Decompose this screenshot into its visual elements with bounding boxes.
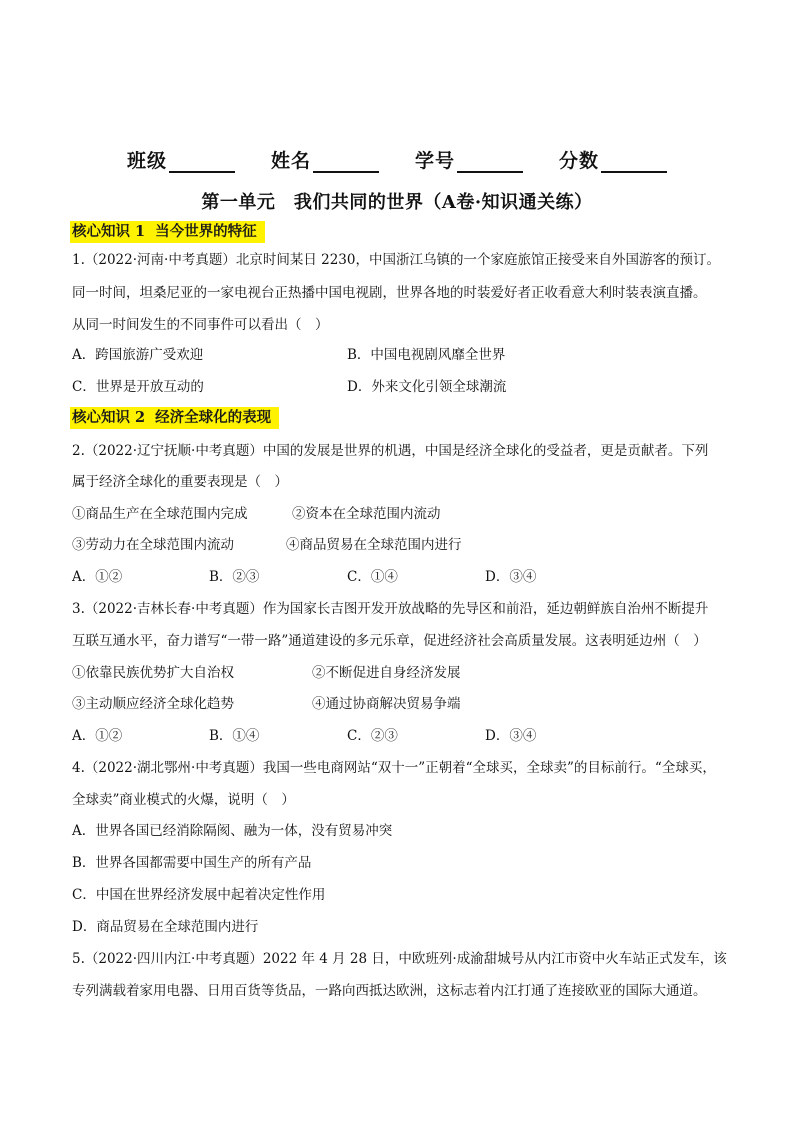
name-field <box>271 146 379 173</box>
q3-statement-1: ①依靠民族优势扩大自治权 <box>72 665 234 681</box>
q4-option-c[interactable]: C．中国在世界经济发展中起着决定性作用 <box>72 887 326 903</box>
name-blank[interactable] <box>313 151 379 173</box>
q5-line-2: 专列满载着家用电器、日用百货等货品，一路向西抵达欧洲，这标志着内江打通了连接欧亚的国际大通道。 <box>72 983 707 999</box>
section-heading-1 <box>70 221 265 243</box>
q3-line-1: 3.（2022·吉林长春·中考真题）作为国家长吉图开发开放战略的先导区和前沿，延边朝鲜族自治州不断提升 <box>72 601 709 617</box>
student-id-blank[interactable] <box>457 151 523 173</box>
q2-option-a[interactable]: A．①② <box>72 569 123 585</box>
q4-option-a[interactable]: A．世界各国已经消除隔阂、融为一体，没有贸易冲突 <box>72 823 393 839</box>
section-label: 核心知识 1 <box>72 223 146 240</box>
score-blank[interactable] <box>601 151 667 173</box>
q4-line-2: 全球卖”商业模式的火爆，说明（ ） <box>72 792 295 808</box>
q1-option-d[interactable]: D．外来文化引领全球潮流 <box>347 379 507 395</box>
page-title: 第一单元 我们共同的世界（A卷·知识通关练） <box>201 192 593 213</box>
q4-option-d[interactable]: D．商品贸易在全球范围内进行 <box>72 919 259 935</box>
score-field <box>559 146 667 173</box>
student-id-label: 学号 <box>415 150 456 172</box>
q2-line-2: 属于经济全球化的重要表现是（ ） <box>72 474 288 490</box>
name-label: 姓名 <box>270 150 311 172</box>
score-label: 分数 <box>559 150 600 172</box>
q3-option-b[interactable]: B．①④ <box>209 728 260 744</box>
student-id-field <box>415 146 523 173</box>
q3-option-c[interactable]: C．②③ <box>347 728 398 744</box>
class-label: 班级 <box>126 150 167 172</box>
q2-statement-1: ①商品生产在全球范围内完成 <box>72 506 248 522</box>
student-info-header <box>0 146 794 173</box>
q5-line-1: 5.（2022·四川内江·中考真题）2022 年 4 月 28 日，中欧班列·成渝甜城号从内江市资中火车站正式发车，该 <box>72 951 727 967</box>
q3-line-2: 互联互通水平，奋力谱写“一带一路”通道建设的多元乐章，促进经济社会高质量发展。这表明延边州（ ） <box>72 633 707 649</box>
q4-option-b[interactable]: B．世界各国都需要中国生产的所有产品 <box>72 855 312 871</box>
q1-line-2: 同一时间，坦桑尼亚的一家电视台正热播中国电视剧，世界各地的时装爱好者正收看意大利时装表演直播。 <box>72 285 707 301</box>
class-field <box>127 146 235 173</box>
q2-statement-2: ②资本在全球范围内流动 <box>292 506 441 522</box>
q2-option-c[interactable]: C．①④ <box>347 569 398 585</box>
q3-option-a[interactable]: A．①② <box>72 728 123 744</box>
q1-option-c[interactable]: C．世界是开放互动的 <box>72 379 204 395</box>
q1-option-a[interactable]: A．跨国旅游广受欢迎 <box>72 347 204 363</box>
q2-option-b[interactable]: B．②③ <box>209 569 260 585</box>
section-label: 核心知识 2 <box>72 409 146 426</box>
q3-option-d[interactable]: D．③④ <box>485 728 537 744</box>
q2-option-d[interactable]: D．③④ <box>485 569 537 585</box>
q3-statement-2: ②不断促进自身经济发展 <box>312 665 461 681</box>
q1-option-b[interactable]: B．中国电视剧风靡全世界 <box>347 347 506 363</box>
q2-line-1: 2.（2022·辽宁抚顺·中考真题）中国的发展是世界的机遇，中国是经济全球化的受益者，更是贡献者。下列 <box>72 443 709 459</box>
q1-line-3: 从同一时间发生的不同事件可以看出（ ） <box>72 317 329 333</box>
section-title: 当今世界的特征 <box>155 223 257 240</box>
class-blank[interactable] <box>169 151 235 173</box>
q1-line-1: 1.（2022·河南·中考真题）北京时间某日 2230，中国浙江乌镇的一个家庭旅馆正接受来自外国游客的预订。 <box>72 252 720 268</box>
q2-statement-4: ④商品贸易在全球范围内进行 <box>286 537 462 553</box>
section-heading-2 <box>70 407 279 429</box>
section-title: 经济全球化的表现 <box>155 409 272 426</box>
q3-statement-3: ③主动顺应经济全球化趋势 <box>72 696 234 712</box>
q2-statement-3: ③劳动力在全球范围内流动 <box>72 537 234 553</box>
q4-line-1: 4.（2022·湖北鄂州·中考真题）我国一些电商网站“双十一”正朝着“全球买，全球卖”的目标前行。“全球买， <box>72 760 716 776</box>
q3-statement-4: ④通过协商解决贸易争端 <box>312 696 461 712</box>
